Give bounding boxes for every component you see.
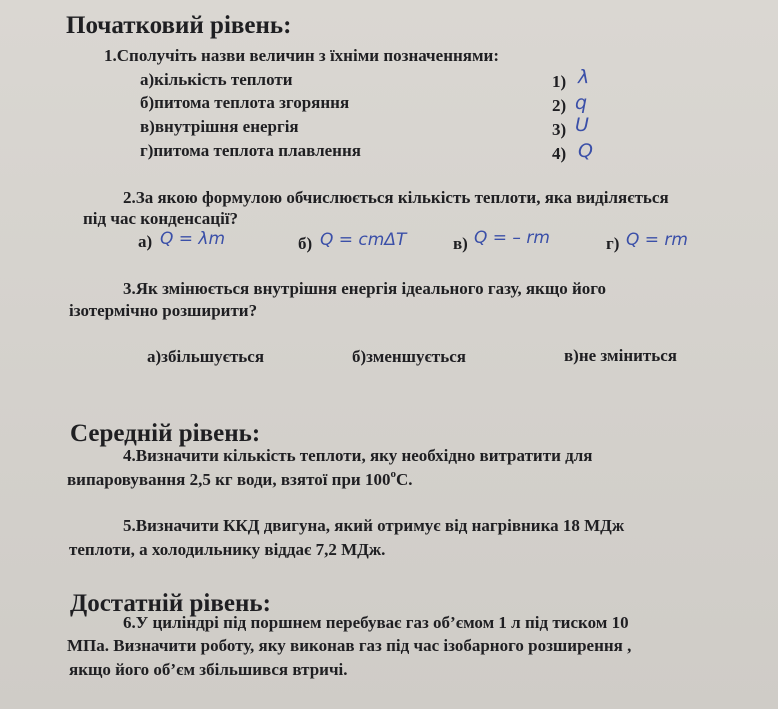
q1-symbol-q: q — [575, 92, 588, 114]
q1-item-a: а)кількість теплоти — [140, 70, 293, 89]
q1-item-b: б)питома теплота згоряння — [140, 93, 350, 112]
q1-item-d: г)питома теплота плавлення — [140, 141, 361, 160]
question-5-line-1: 5.Визначити ККД двигуна, який отримує від нагрівника 18 МДж — [123, 516, 625, 535]
temperature-unit: С. — [395, 470, 413, 489]
q3-option-a: а)збільшується — [147, 347, 265, 366]
question-4-line-2 — [67, 470, 413, 490]
question-4-line-2-text: випаровування 2,5 кг води, взятої при 100 — [67, 470, 391, 489]
q2-option-a-label: а) — [138, 232, 153, 251]
q1-symbol-lambda: λ — [578, 66, 590, 88]
q1-number-1: 1) — [552, 72, 567, 91]
q2-option-d-label: г) — [606, 234, 620, 253]
q2-option-b-label: б) — [298, 234, 313, 253]
q2-option-a-formula: Q = λm — [160, 229, 226, 249]
q3-option-b: б)зменшується — [352, 347, 466, 366]
degree-sign: o — [390, 468, 396, 480]
q2-option-c-label: в) — [453, 234, 468, 253]
question-5-line-2: теплоти, а холодильнику віддає 7,2 МДж. — [69, 540, 386, 559]
question-6-line-1: 6.У циліндрі під поршнем перебуває газ об’ємом 1 л під тиском 10 — [123, 613, 629, 632]
q1-symbol-u: U — [575, 114, 589, 136]
question-2-line-1: 2.За якою формулою обчислюється кількість теплоти, яка виділяється — [123, 188, 669, 207]
question-2-line-2: під час конденсації? — [83, 209, 239, 228]
q1-number-2: 2) — [552, 96, 567, 115]
q1-symbol-bigq: Q — [578, 140, 593, 162]
q2-option-d-formula: Q = rm — [626, 230, 688, 250]
question-4-line-1: 4.Визначити кількість теплоти, яку необхідно витратити для — [123, 446, 593, 465]
q1-number-3: 3) — [552, 120, 567, 139]
q2-option-c-formula: Q = – rm — [474, 228, 550, 248]
question-6-line-3: якщо його об’єм збільшився втричі. — [69, 660, 348, 679]
q3-option-c: в)не зміниться — [564, 346, 677, 365]
section-title-initial: Початковий рівень: — [66, 12, 292, 39]
question-6-line-2: МПа. Визначити роботу, яку виконав газ під час ізобарного розширення , — [67, 636, 632, 655]
question-3-line-1: 3.Як змінюється внутрішня енергія ідеального газу, якщо його — [123, 279, 607, 298]
q1-item-c: в)внутрішня енергія — [140, 117, 299, 136]
question-1-text: 1.Сполучіть назви величин з їхніми позначеннями: — [104, 46, 500, 65]
section-title-middle: Середній рівень: — [70, 420, 261, 447]
question-3-line-2: ізотермічно розширити? — [69, 301, 258, 320]
q2-option-b-formula: Q = cmΔT — [320, 230, 407, 250]
section-title-sufficient: Достатній рівень: — [70, 590, 271, 617]
q1-number-4: 4) — [552, 144, 567, 163]
